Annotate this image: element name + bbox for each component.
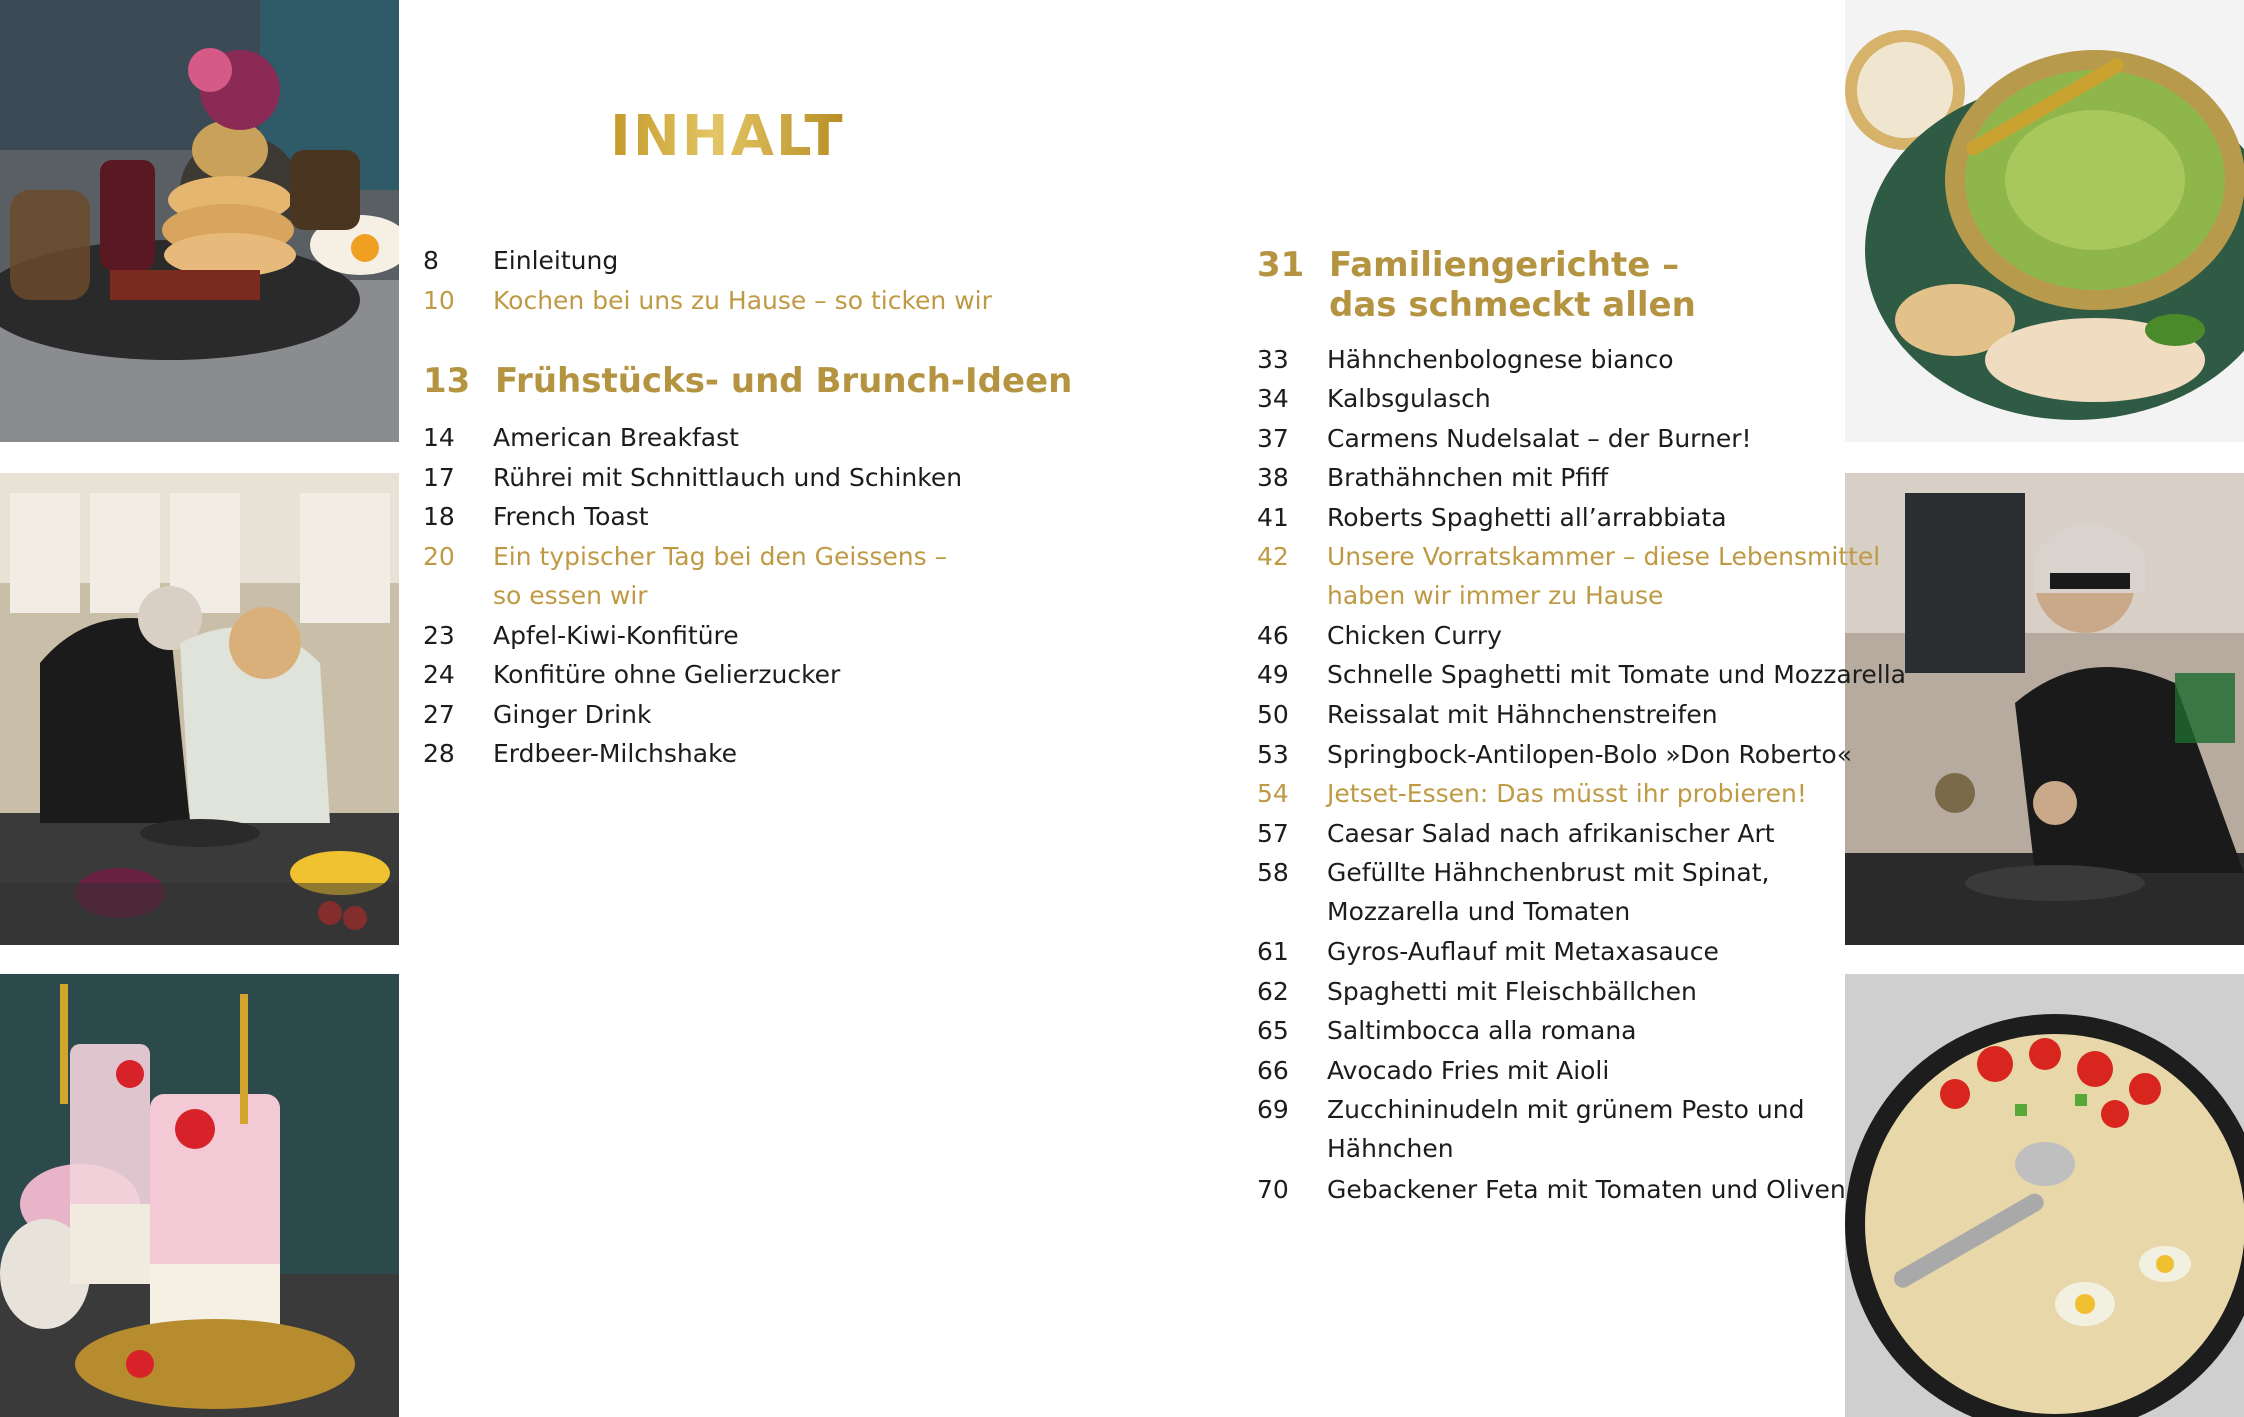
toc-entry [1257,419,1752,458]
toc-entry [1257,1011,1637,1050]
toc-section-page: 13 [423,361,471,401]
toc-entry-title-line: Mozzarella und Tomaten [1327,897,1631,926]
photo-pasta-salad [1845,974,2244,1417]
toc-entry-title-line: Zucchininudeln mit grünem Pesto und [1327,1095,1805,1124]
photo-breakfast-table [0,0,399,442]
toc-entry-title: Brathähnchen mit Pfiff [1327,463,1609,492]
toc-entry [423,655,840,694]
toc-page-number: 65 [1257,1016,1289,1045]
toc-entry-title: Caesar Salad nach afrikanischer Art [1327,819,1775,848]
toc-page-number: 41 [1257,503,1289,532]
toc-page-number: 61 [1257,937,1289,966]
toc-entry-title: Konfitüre ohne Gelierzucker [493,660,841,689]
toc-entry-title: Chicken Curry [1327,621,1502,650]
toc-page-number: 70 [1257,1175,1289,1204]
toc-section-title-line: Frühstücks- und Brunch-Ideen [495,361,1073,401]
toc-page-number: 20 [423,542,455,571]
toc-section-title-line: Familiengerichte – [1329,245,1680,285]
toc-entry-title-line: Unsere Vorratskammer – diese Lebensmittel [1327,542,1881,571]
toc-entry-title: Apfel-Kiwi-Konfitüre [493,621,739,650]
toc-entry-title: American Breakfast [493,423,739,452]
toc-entry-title [493,537,947,615]
toc-entry [1257,458,1608,497]
toc-page-number: 58 [1257,858,1289,887]
toc-page-number: 62 [1257,977,1289,1006]
toc-section-title [1329,245,1696,325]
toc-entry-title [1327,853,1769,931]
toc-page-number: 14 [423,423,455,452]
toc-page-number: 37 [1257,424,1289,453]
page-title: INHALT [610,104,845,169]
toc-section-title-line: das schmeckt allen [1329,285,1696,325]
toc-page-number: 53 [1257,740,1289,769]
toc-entry [1257,972,1697,1011]
toc-entry [423,616,739,655]
toc-page-number: 42 [1257,542,1289,571]
toc-entry [1257,853,1769,931]
toc-page-number: 17 [423,463,455,492]
toc-entry [1257,537,1880,615]
toc-entry-title: Avocado Fries mit Aioli [1327,1056,1610,1085]
toc-entry-title: Rührei mit Schnittlauch und Schinken [493,463,963,492]
toc-section-heading [1257,245,1696,325]
photo-man-cooking [1845,473,2244,945]
toc-entry [1257,1051,1609,1090]
toc-entry-title: Kalbsgulasch [1327,384,1491,413]
toc-entry-title: Ginger Drink [493,700,652,729]
toc-entry-title-line: Ein typischer Tag bei den Geissens – [493,542,948,571]
toc-entry-title: Kochen bei uns zu Hause – so ticken wir [493,286,992,315]
toc-section-page: 31 [1257,245,1305,285]
toc-entry [423,734,737,773]
toc-page-number: 33 [1257,345,1289,374]
toc-entry-title: Einleitung [493,246,619,275]
toc-entry-title: Spaghetti mit Fleischbällchen [1327,977,1697,1006]
toc-page-number: 69 [1257,1095,1289,1124]
toc-section-title [495,361,1072,401]
toc-page-number: 8 [423,246,439,275]
toc-entry [1257,814,1775,853]
toc-entry-title: Gyros-Auflauf mit Metaxasauce [1327,937,1719,966]
toc-entry [423,458,962,497]
toc-entry-title-line: Hähnchen [1327,1134,1454,1163]
toc-page-number: 27 [423,700,455,729]
toc-entry-title: Hähnchenbolognese bianco [1327,345,1674,374]
toc-entry [1257,379,1491,418]
toc-entry-title: Erdbeer-Milchshake [493,739,738,768]
toc-page-number: 24 [423,660,455,689]
toc-entry-title: Schnelle Spaghetti mit Tomate und Mozzarella [1327,660,1906,689]
toc-page-number: 34 [1257,384,1289,413]
toc-entry [1257,340,1674,379]
toc-entry-title: Saltimbocca alla romana [1327,1016,1637,1045]
photo-zucchini-noodles [1845,0,2244,442]
toc-entry-title-line: so essen wir [493,581,648,610]
toc-entry-title: Gebackener Feta mit Tomaten und Oliven [1327,1175,1846,1204]
toc-entry [1257,1170,1846,1209]
toc-entry [423,418,739,457]
toc-entry [1257,735,1852,774]
toc-entry [1257,932,1719,971]
toc-page-number: 54 [1257,779,1289,808]
toc-entry [423,695,651,734]
toc-page-number: 50 [1257,700,1289,729]
toc-entry [1257,695,1718,734]
toc-page-number: 23 [423,621,455,650]
toc-entry-title [1327,1090,1804,1168]
toc-section-heading [423,361,1072,401]
toc-entry-title: Roberts Spaghetti all’arrabbiata [1327,503,1727,532]
toc-page-number: 38 [1257,463,1289,492]
toc-page-number: 49 [1257,660,1289,689]
toc-entry-title [1327,537,1880,615]
toc-entry [423,241,618,280]
toc-page-number: 66 [1257,1056,1289,1085]
toc-entry [1257,655,1906,694]
toc-entry-title: Carmens Nudelsalat – der Burner! [1327,424,1752,453]
toc-page-number: 28 [423,739,455,768]
photo-milkshakes [0,974,399,1417]
toc-entry [1257,616,1502,655]
toc-entry [423,497,649,536]
toc-entry-title: French Toast [493,502,649,531]
toc-entry [1257,498,1727,537]
toc-entry [1257,1090,1804,1168]
toc-entry-title: Springbock-Antilopen-Bolo »Don Roberto« [1327,740,1852,769]
toc-entry-title-line: haben wir immer zu Hause [1327,581,1664,610]
toc-entry-title: Jetset-Essen: Das müsst ihr probieren! [1327,779,1807,808]
toc-entry-title-line: Gefüllte Hähnchenbrust mit Spinat, [1327,858,1770,887]
toc-entry [423,537,947,615]
toc-page-number: 57 [1257,819,1289,848]
toc-entry [1257,774,1807,813]
toc-entry [423,281,992,320]
toc-page-number: 10 [423,286,455,315]
toc-page-number: 46 [1257,621,1289,650]
toc-entry-title: Reissalat mit Hähnchenstreifen [1327,700,1718,729]
toc-page-number: 18 [423,502,455,531]
photo-couple-kitchen [0,473,399,945]
